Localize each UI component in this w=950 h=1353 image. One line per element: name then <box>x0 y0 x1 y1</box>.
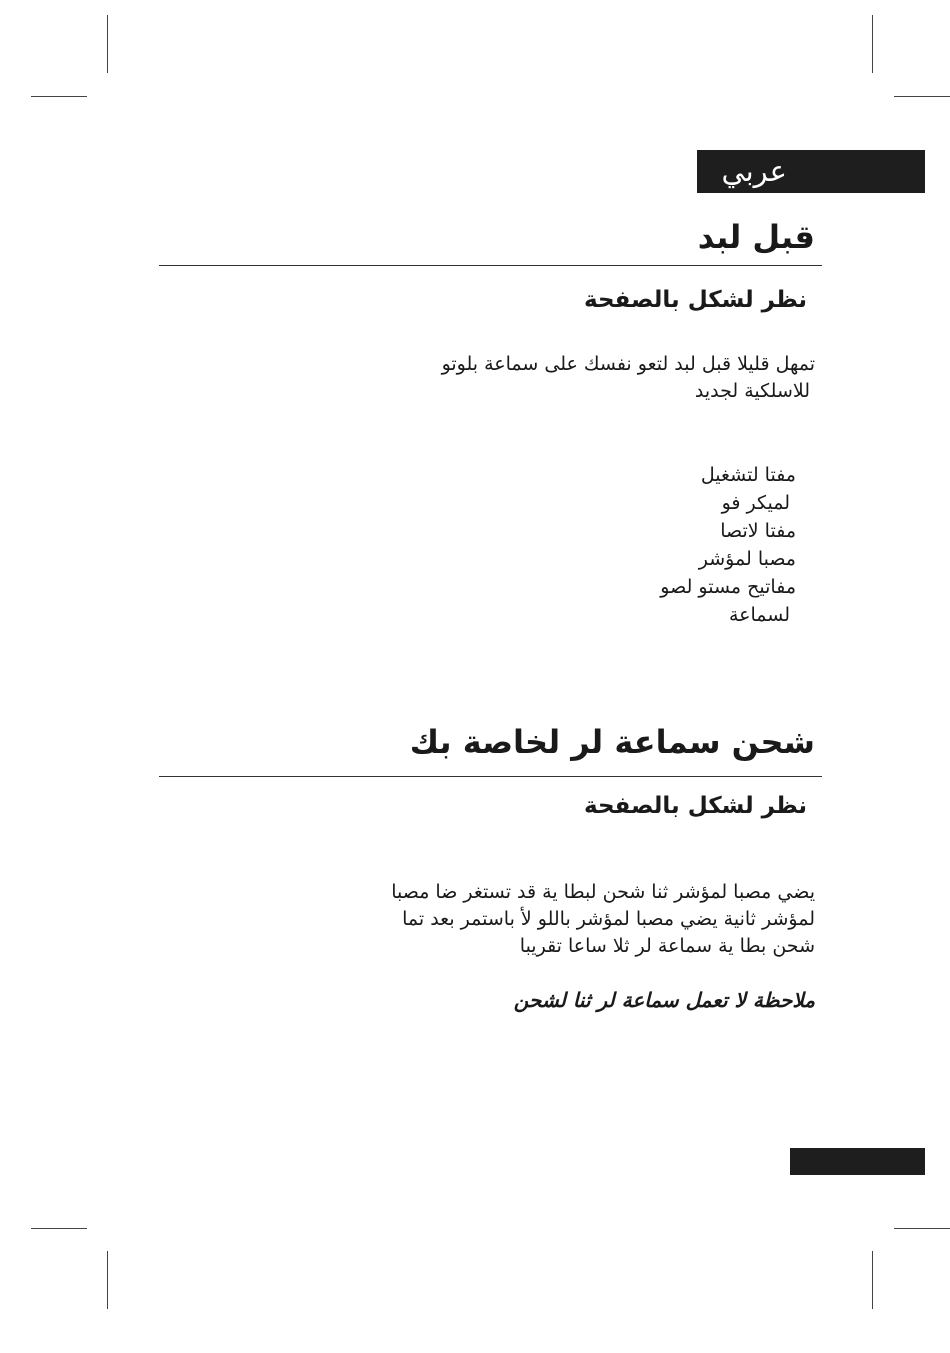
paragraph-line: للاسلكية لجديد <box>694 380 810 402</box>
section1-title: قبل لبد <box>697 218 815 256</box>
paragraph-line: لمؤشر ثانية يضي مصبا لمؤشر باللو لأ باستمر بعد تما <box>402 908 815 930</box>
page-number-tab <box>790 1148 925 1175</box>
crop-mark <box>107 15 108 73</box>
crop-mark <box>872 15 873 73</box>
crop-mark <box>31 1228 87 1229</box>
section1-paragraph <box>442 351 815 405</box>
list-item: مفتا لتشغيل <box>700 464 796 486</box>
paragraph-line: شحن بطا ية سماعة لر ثلا ساعا تقريبا <box>519 935 815 957</box>
crop-mark <box>31 96 87 97</box>
section1-divider <box>159 265 822 266</box>
section2-divider <box>159 776 822 777</box>
list-item: مفاتيح مستو لصو <box>660 576 796 598</box>
paragraph-line: يضي مصبا لمؤشر ثنا شحن لبطا ية قد تستغر ضا مصبا <box>391 881 815 903</box>
list-item: مفتا لاتصا <box>720 520 796 542</box>
crop-mark <box>107 1251 108 1309</box>
language-tab: عربي <box>697 150 925 193</box>
charging-note: ملاحظة لا تعمل سماعة لر ثنا لشحن <box>513 988 815 1012</box>
crop-mark <box>894 96 950 97</box>
crop-mark <box>894 1228 950 1229</box>
paragraph-line: تمهل قليلا قبل لبد لتعو نفسك على سماعة بلوتو <box>441 353 815 375</box>
list-item: لسماعة <box>728 604 790 626</box>
section2-paragraph <box>175 879 815 960</box>
section2-title: شحن سماعة لر لخاصة بك <box>409 723 815 761</box>
section2-subtitle: نظر لشكل بالصفحة <box>584 793 807 819</box>
crop-mark <box>872 1251 873 1309</box>
list-item: لميكر فو <box>721 492 790 514</box>
list-item: مصبا لمؤشر <box>698 548 796 570</box>
section1-subtitle: نظر لشكل بالصفحة <box>584 287 807 313</box>
